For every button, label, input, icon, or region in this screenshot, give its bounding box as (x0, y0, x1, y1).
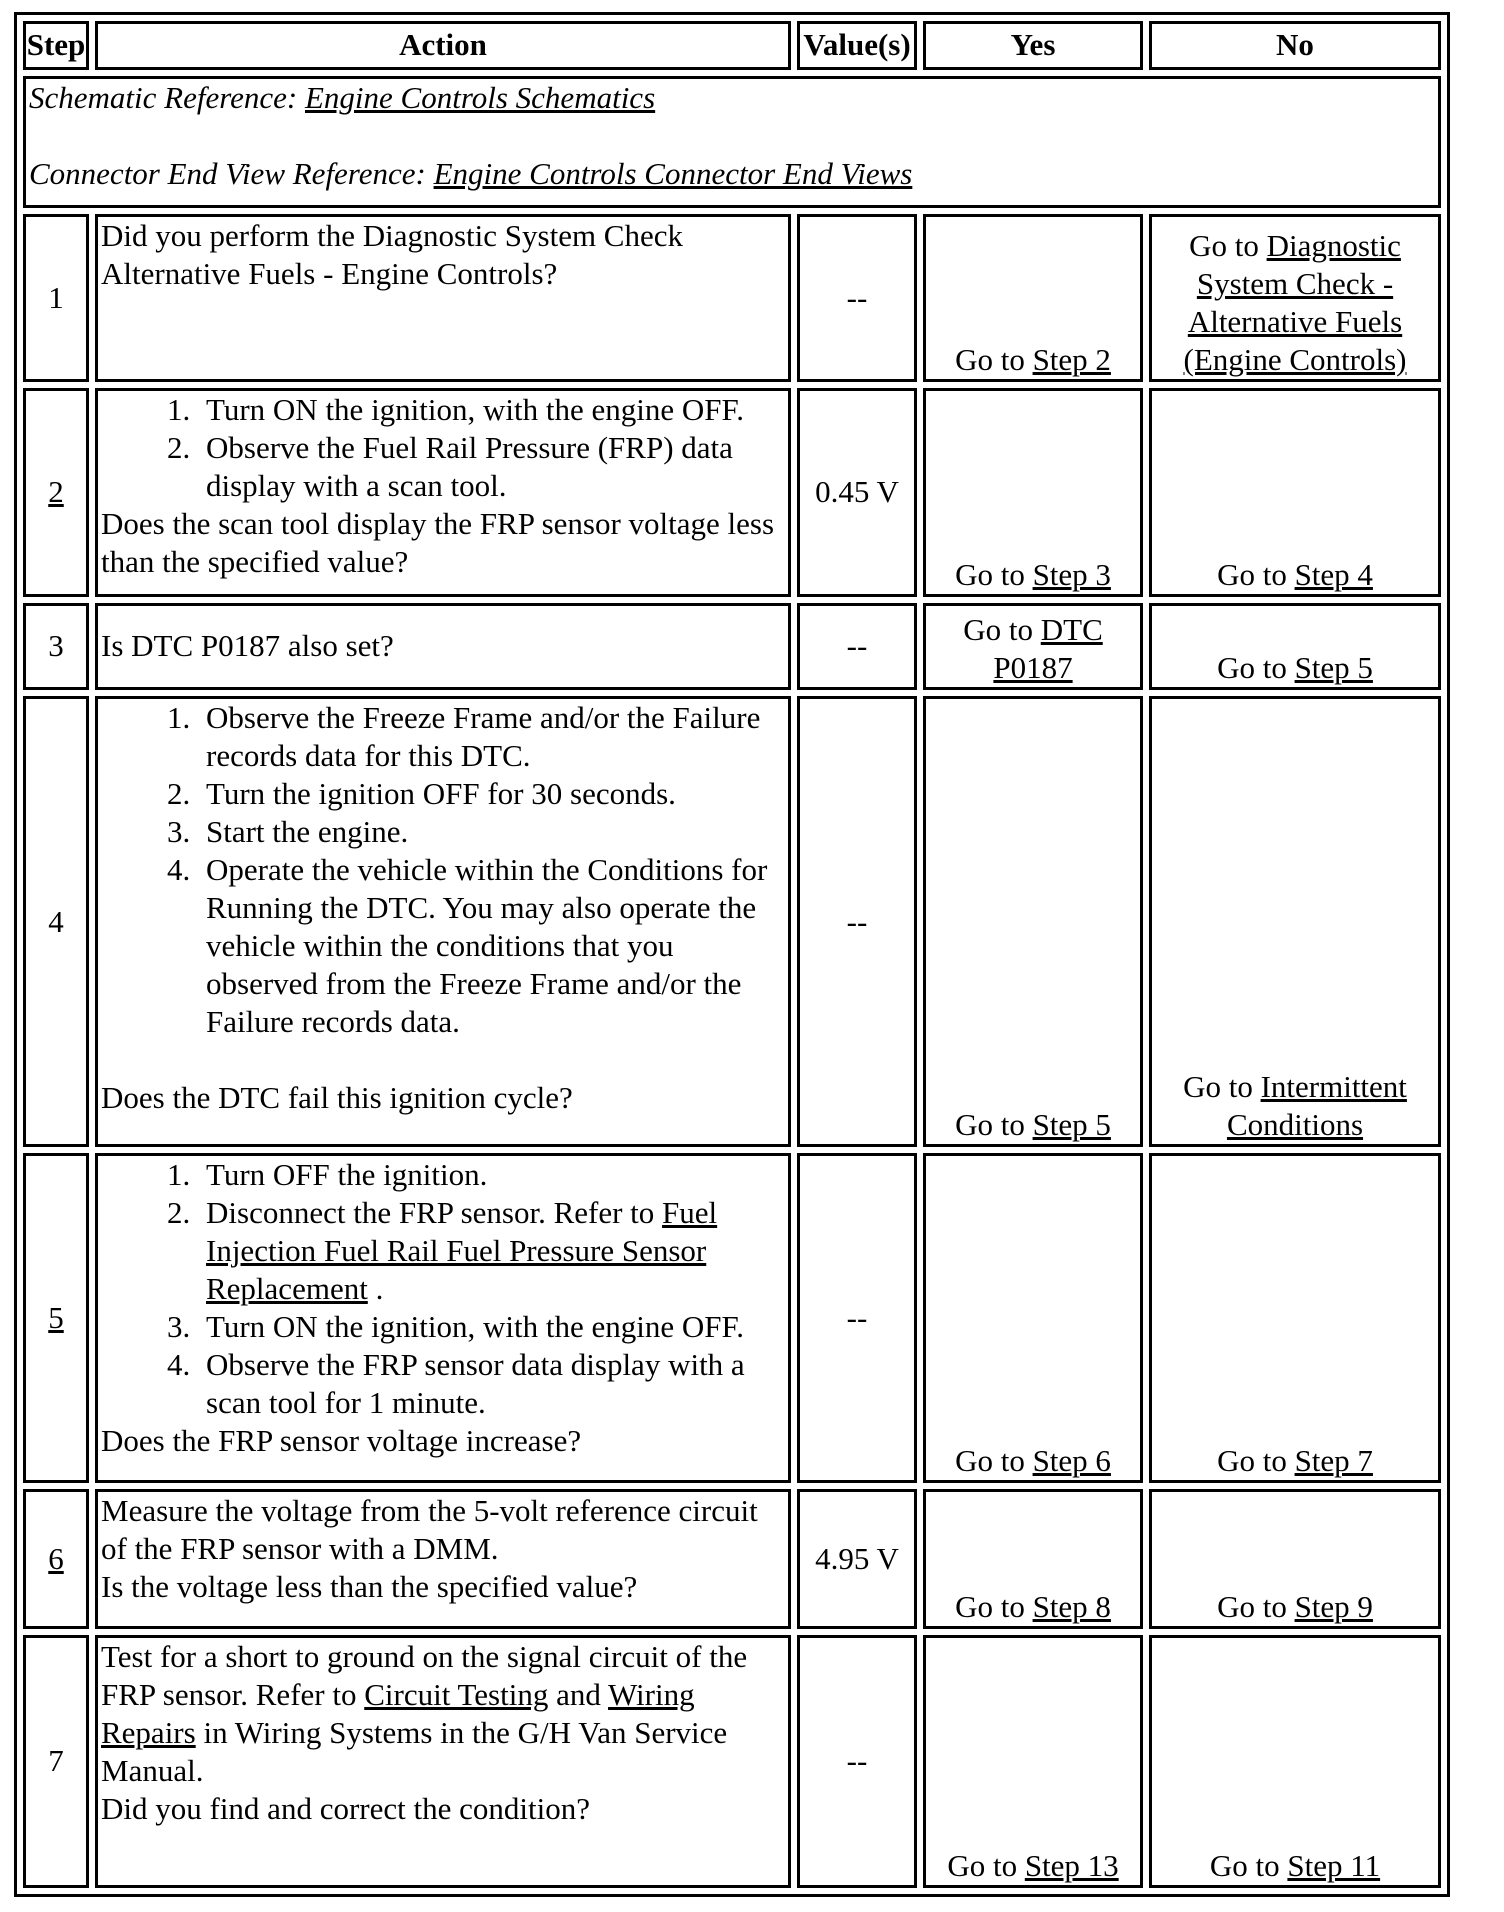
schematic-label: Schematic Reference: (29, 79, 305, 115)
yes-link[interactable]: Step 13 (1024, 1848, 1119, 1883)
list-item: 3. Start the engine. (198, 813, 785, 851)
yes-prefix: Go to (955, 1588, 1033, 1624)
yes-link[interactable]: DTC P0187 (993, 611, 1103, 685)
action-question: Is the voltage less than the specified value? (101, 1569, 638, 1605)
value-cell: -- (797, 214, 917, 382)
text-segment: in Wiring Systems in the G/H Van Service Manual. (101, 1714, 728, 1788)
action-question: Does the DTC fail this ignition cycle? (101, 1079, 573, 1115)
table-row (23, 603, 1441, 690)
yes-cell (923, 696, 1143, 1147)
step-number: 4 (23, 696, 89, 1147)
no-link[interactable]: Step 5 (1294, 649, 1373, 685)
yes-cell (923, 603, 1143, 690)
no-link[interactable]: Diagnostic System Check - Alternative Fuels (Engine Controls) (1183, 228, 1407, 378)
yes-prefix: Go to (955, 342, 1033, 378)
diagnostic-table (14, 12, 1450, 1897)
no-prefix: Go to (1189, 228, 1267, 264)
connector-link[interactable]: Engine Controls Connector End Views (433, 155, 913, 191)
yes-prefix: Go to (947, 1848, 1025, 1883)
header-yes: Yes (923, 21, 1143, 70)
action-text (101, 1638, 785, 1790)
no-cell (1149, 603, 1441, 690)
yes-cell (923, 1153, 1143, 1483)
header-values: Value(s) (797, 21, 917, 70)
yes-link[interactable]: Step 6 (1032, 1443, 1111, 1479)
yes-link[interactable]: Step 5 (1032, 1107, 1111, 1143)
no-prefix: Go to (1217, 649, 1295, 685)
list-item (198, 1194, 785, 1308)
table-row (23, 1635, 1441, 1888)
item-suffix: . (367, 1271, 384, 1307)
no-link[interactable]: Intermittent Conditions (1226, 1069, 1407, 1143)
no-cell (1149, 388, 1441, 597)
no-cell (1149, 214, 1441, 382)
step-number[interactable]: 5 (23, 1153, 89, 1483)
reference-cell (23, 76, 1441, 208)
yes-cell (923, 388, 1143, 597)
step-number: 1 (23, 214, 89, 382)
item-text: Disconnect the FRP sensor. Refer to (206, 1195, 663, 1231)
no-prefix: Go to (1209, 1848, 1288, 1883)
step-number[interactable]: 6 (23, 1489, 89, 1628)
action-question: Did you find and correct the condition? (101, 1790, 590, 1826)
yes-cell (923, 1635, 1143, 1888)
no-cell (1149, 1153, 1441, 1483)
yes-prefix: Go to (955, 1107, 1033, 1143)
connector-label: Connector End View Reference: (29, 155, 434, 191)
action-cell (95, 1489, 791, 1628)
header-row (23, 21, 1441, 70)
header-no: No (1149, 21, 1441, 70)
yes-link[interactable]: Step 2 (1032, 342, 1111, 378)
header-step: Step (23, 21, 89, 70)
action-cell (95, 603, 791, 690)
action-cell (95, 696, 791, 1147)
value-cell: 0.45 V (797, 388, 917, 597)
table-row (23, 214, 1441, 382)
action-list (101, 699, 785, 1041)
list-item: 3. Turn ON the ignition, with the engine OFF. (198, 1308, 785, 1346)
step-number[interactable]: 2 (23, 388, 89, 597)
list-item: 1. Observe the Freeze Frame and/or the Failure records data for this DTC. (198, 699, 785, 775)
no-cell (1149, 1489, 1441, 1628)
step-number: 3 (23, 603, 89, 690)
step-number: 7 (23, 1635, 89, 1888)
action-cell (95, 214, 791, 382)
yes-cell (923, 1489, 1143, 1628)
action-text: Measure the voltage from the 5-volt reference circuit of the FRP sensor with a DMM. (101, 1493, 758, 1567)
text-segment: and (548, 1676, 609, 1712)
no-link[interactable]: Step 4 (1294, 556, 1373, 592)
action-cell (95, 388, 791, 597)
yes-link[interactable]: Step 3 (1032, 556, 1111, 592)
action-question: Does the scan tool display the FRP sensor voltage less than the specified value? (101, 506, 775, 580)
table-row (23, 388, 1441, 597)
header-action: Action (95, 21, 791, 70)
list-item: 4. Observe the FRP sensor data display with a scan tool for 1 minute. (198, 1346, 785, 1422)
text-segment: Test for a short to ground on the signal circuit of the FRP sensor. Refer to (101, 1638, 748, 1712)
no-prefix: Go to (1217, 1443, 1295, 1479)
value-cell: -- (797, 696, 917, 1147)
yes-link[interactable]: Step 8 (1032, 1588, 1111, 1624)
value-cell: -- (797, 603, 917, 690)
value-cell: -- (797, 1635, 917, 1888)
action-question: Does the FRP sensor voltage increase? (101, 1423, 582, 1459)
yes-prefix: Go to (963, 611, 1041, 647)
list-item: 1. Turn ON the ignition, with the engine OFF. (198, 391, 785, 429)
list-item: 1. Turn OFF the ignition. (198, 1156, 785, 1194)
no-link[interactable]: Step 11 (1287, 1848, 1381, 1883)
no-prefix: Go to (1183, 1069, 1261, 1105)
value-cell: 4.95 V (797, 1489, 917, 1628)
no-cell (1149, 1635, 1441, 1888)
action-cell (95, 1153, 791, 1483)
action-cell (95, 1635, 791, 1888)
action-list (101, 391, 785, 505)
table-row (23, 1489, 1441, 1628)
value-cell: -- (797, 1153, 917, 1483)
no-link[interactable]: Step 7 (1294, 1443, 1373, 1479)
no-prefix: Go to (1217, 556, 1295, 592)
action-list (101, 1156, 785, 1422)
list-item: 4. Operate the vehicle within the Conditions for Running the DTC. You may also operate the vehicle within the conditions that you observed from the Freeze Frame and/or the Failure records data. (198, 851, 785, 1041)
wiring-repairs-link[interactable]: Wiring Repairs (101, 1676, 695, 1750)
yes-prefix: Go to (955, 556, 1033, 592)
table-row (23, 1153, 1441, 1483)
no-prefix: Go to (1217, 1588, 1295, 1624)
schematic-link[interactable]: Engine Controls Schematics (304, 79, 656, 115)
no-cell (1149, 696, 1441, 1147)
action-text: Is DTC P0187 also set? (101, 628, 394, 664)
action-text: Did you perform the Diagnostic System Check Alternative Fuels - Engine Controls? (101, 217, 684, 291)
yes-prefix: Go to (955, 1443, 1033, 1479)
yes-cell (923, 214, 1143, 382)
replacement-link[interactable]: Fuel Injection Fuel Rail Fuel Pressure Sensor Replacement (206, 1195, 718, 1307)
table-row (23, 696, 1441, 1147)
no-link[interactable]: Step 9 (1294, 1588, 1373, 1624)
reference-row (23, 76, 1441, 208)
list-item: 2. Observe the Fuel Rail Pressure (FRP) data display with a scan tool. (198, 429, 785, 505)
circuit-testing-link[interactable]: Circuit Testing (364, 1676, 549, 1712)
list-item: 2. Turn the ignition OFF for 30 seconds. (198, 775, 785, 813)
